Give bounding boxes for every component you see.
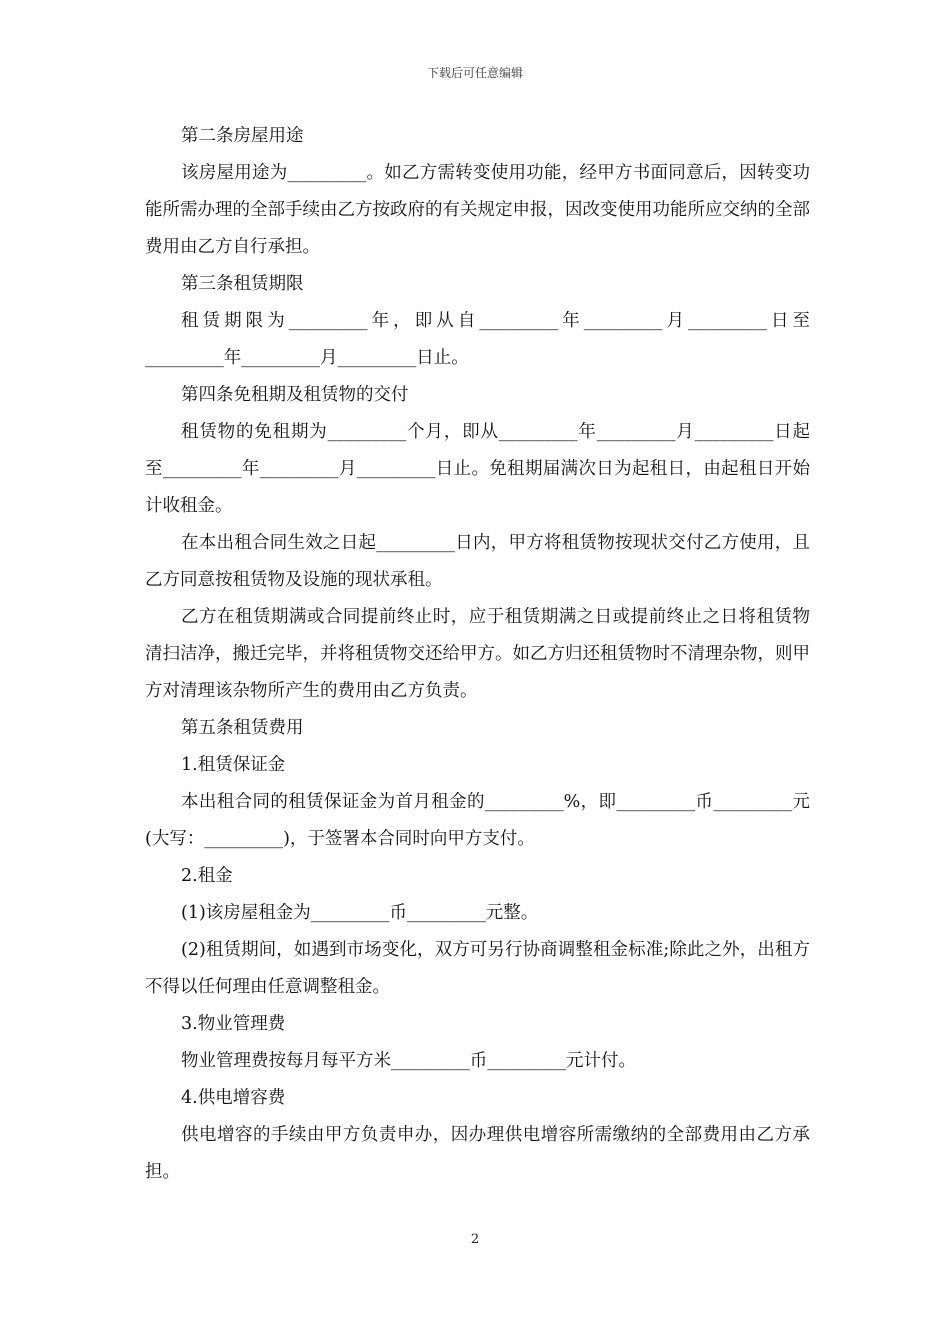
subsection-heading: 2.租金 [181, 866, 233, 886]
paragraph: 租赁期限为_________年，即从自_________年_________月_________日至_________年_________月_________日止。 [145, 311, 810, 368]
document-body [145, 118, 810, 1191]
subsection-heading: 3.物业管理费 [181, 1014, 286, 1034]
section-heading: 第三条租赁期限 [181, 274, 304, 294]
paragraph: 物业管理费按每月每平方米_________币_________元计付。 [181, 1051, 636, 1071]
paragraph: 本出租合同的租赁保证金为首月租金的_________%，即_________币_________元(大写：_________)，于签署本合同时向甲方支付。 [145, 792, 810, 849]
paragraph: (1)该房屋租金为_________币_________元整。 [181, 903, 539, 923]
paragraph: 租赁物的免租期为_________个月，即从_________年_________月_________日起至_________年_________月_________日止。免租期届满次日为起租日，由起租日开始计收租金。 [145, 422, 810, 516]
section-heading: 第五条租赁费用 [181, 718, 304, 738]
page-header: 下载后可任意编辑 [426, 66, 523, 80]
paragraph: 该房屋用途为_________。如乙方需转变使用功能，经甲方书面同意后，因转变功能所需办理的全部手续由乙方按政府的有关规定申报，因改变使用功能所应交纳的全部费用由乙方自行承担。 [145, 163, 810, 257]
subsection-heading: 1.租赁保证金 [181, 755, 286, 775]
page-number: 2 [470, 1232, 480, 1247]
paragraph: (2)租赁期间，如遇到市场变化，双方可另行协商调整租金标准;除此之外，出租方不得以任何理由任意调整租金。 [145, 940, 810, 997]
subsection-heading: 4.供电增容费 [181, 1088, 286, 1108]
section-heading: 第四条免租期及租赁物的交付 [181, 385, 409, 405]
paragraph: 在本出租合同生效之日起_________日内，甲方将租赁物按现状交付乙方使用，且乙方同意按租赁物及设施的现状承租。 [145, 533, 810, 590]
section-heading: 第二条房屋用途 [181, 126, 304, 146]
paragraph: 乙方在租赁期满或合同提前终止时，应于租赁期满之日或提前终止之日将租赁物清扫洁净，搬迁完毕，并将租赁物交还给甲方。如乙方归还租赁物时不清理杂物，则甲方对清理该杂物所产生的费用由乙方负责。 [145, 607, 810, 701]
paragraph: 供电增容的手续由甲方负责申办，因办理供电增容所需缴纳的全部费用由乙方承担。 [145, 1125, 810, 1182]
